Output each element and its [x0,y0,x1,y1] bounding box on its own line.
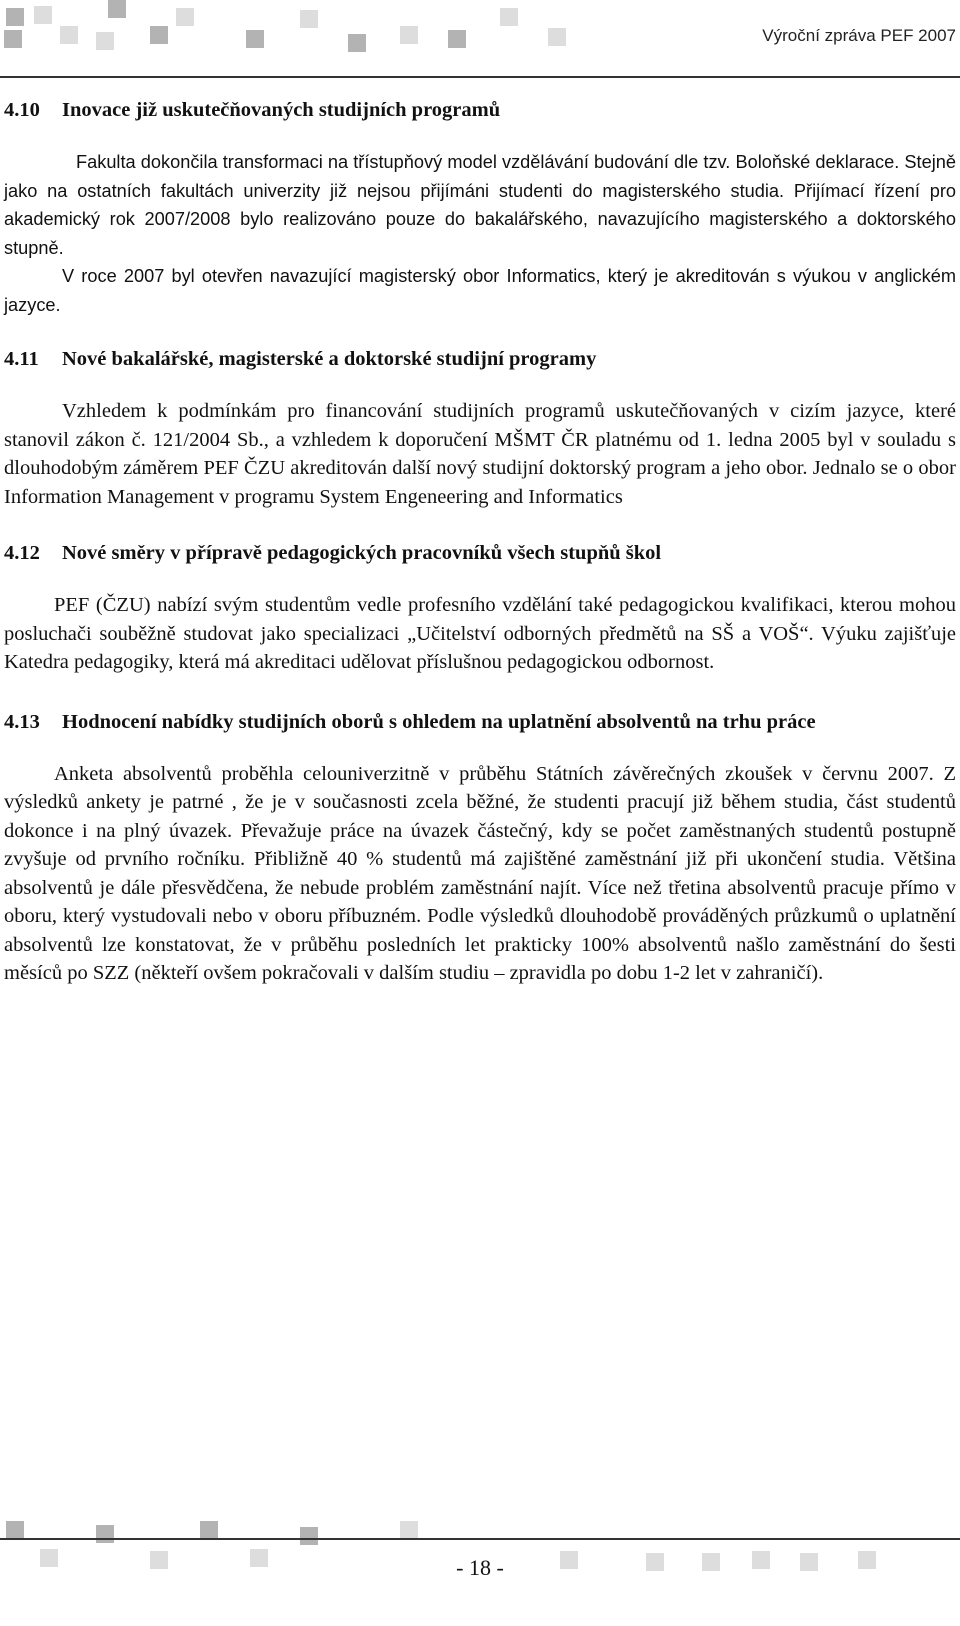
decor-square [150,26,168,44]
section-heading-4-10 [4,96,956,125]
document-body [4,96,956,988]
page-number: - 18 - [456,1555,504,1580]
header-decoration [0,0,600,60]
paragraph: Vzhledem k podmínkám pro financování studijních programů uskutečňovaných v cizím jazyce, které stanovil zákon č. 121/2004 Sb., a vzhledem k doporučení MŠMT ČR platnému od 1. ledna 2005 byl v souladu s dlouhodobým záměrem PEF ČZU akreditován další nový studijní doktorský program a jeho obor. Jednalo se o obor Information Management v programu System Engeneering and Informatics [4,400,956,508]
paragraph: Anketa absolventů proběhla celouniverzitně v průběhu Státních závěrečných zkoušek v červnu 2007. Z výsledků ankety je patrné , že je v současnosti zcela běžné, že studenti pracují již během studia, část studentů dokonce i na plný úvazek. Převažuje práce na úvazek částečný, kdy se počet zaměstnaných studentů postupně zvyšuje od prvního ročníku. Přibližně 40 % studentů má zajištěné zaměstnání již při ukončení studia. Většina absolventů je dále přesvědčena, že nebude problém zaměstnání najít. Více než třetina absolventů pracuje přímo v oboru, který vystudovali nebo v oboru příbuzném. Podle výsledků dlouhodobě prováděných průzkumů o uplatnění absolventů lze konstatovat, že v průběhu posledních let prakticky 100% absolventů našlo zaměstnání do šesti měsíců po SZZ (někteří ovšem pokračovali v dalším studiu – zpravidla po dobu 1-2 let v zahraničí). [4,762,956,984]
decor-square [108,0,126,18]
decor-square [300,1527,318,1545]
decor-square [6,8,24,26]
decor-square [400,26,418,44]
section-heading-4-11 [4,345,956,374]
decor-square [96,1525,114,1543]
paragraph: V roce 2007 byl otevřen navazující magisterský obor Informatics, který je akreditován s výukou v anglickém jazyce. [4,266,956,315]
decor-square [4,30,22,48]
decor-square [300,10,318,28]
section-number: 4.10 [4,99,40,121]
section-title: Inovace již uskutečňovaných studijních programů [62,99,501,121]
section-title: Nové bakalářské, magisterské a doktorské studijní programy [62,348,597,370]
decor-square [448,30,466,48]
decor-square [246,30,264,48]
section-heading-4-12 [4,539,956,568]
paragraph: PEF (ČZU) nabízí svým studentům vedle profesního vzdělání také pedagogickou kvalifikaci, kterou mohou posluchači souběžně studovat jako specializaci „Učitelství odborných předmětů na SŠ a VOŠ“. Výuku zajišťuje Katedra pedagogiky, která má akreditaci udělovat příslušnou pedagogickou odbornost. [4,594,956,673]
decor-square [348,34,366,52]
decor-square [176,8,194,26]
paragraph: Fakulta dokončila transformaci na třístupňový model vzdělávání budování dle tzv. Boloňské deklarace. Stejně jako na ostatních fakultách univerzity již nejsou přijímáni studenti do magisterského studia. Přijímací řízení pro akademický rok 2007/2008 bylo realizováno pouze do bakalářského, navazujícího magisterského a doktorského stupně. [4,152,956,258]
decor-square [200,1521,218,1539]
section-title: Hodnocení nabídky studijních oborů s ohledem na uplatnění absolventů na trhu práce [62,710,816,733]
section-number: 4.13 [4,710,40,733]
decor-square [500,8,518,26]
header-divider [0,76,960,78]
footer-divider [0,1538,960,1540]
decor-square [400,1521,418,1539]
decor-square [60,26,78,44]
decor-square [34,6,52,24]
decor-square [96,32,114,50]
section-number: 4.11 [4,348,39,370]
decor-square [548,28,566,46]
section-heading-4-13 [4,708,956,737]
section-title: Nové směry v přípravě pedagogických pracovníků všech stupňů škol [62,542,662,564]
section-number: 4.12 [4,542,40,564]
decor-square [6,1521,24,1539]
report-title: Výroční zpráva PEF 2007 [762,26,956,45]
